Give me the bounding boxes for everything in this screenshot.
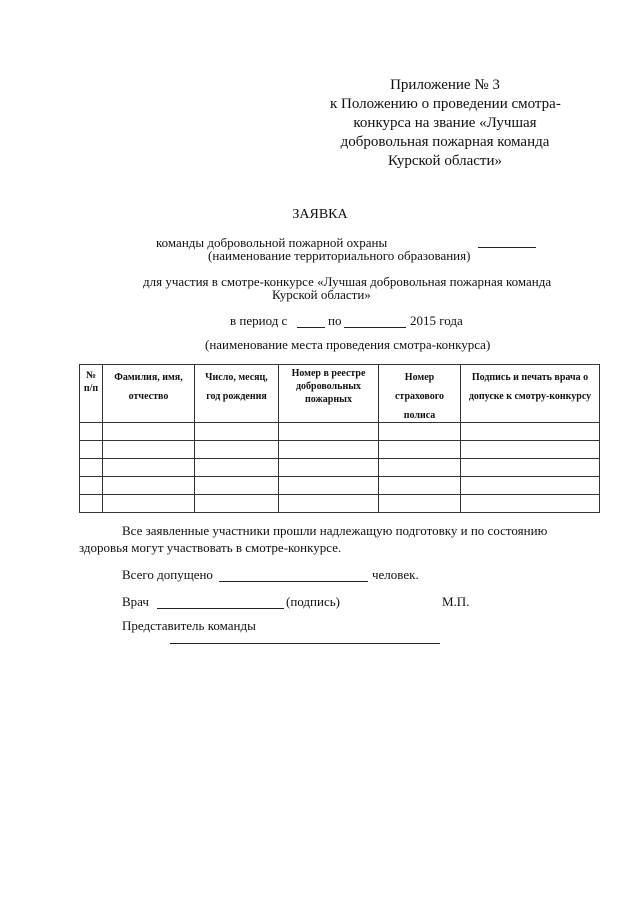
table-row — [80, 423, 600, 441]
period-start-blank[interactable] — [297, 327, 325, 328]
admitted-suffix: человек. — [372, 567, 419, 582]
doctor-signature-blank[interactable] — [157, 608, 284, 609]
signature-hint: (подпись) — [286, 594, 340, 609]
period-suffix: 2015 года — [410, 313, 463, 328]
statement-line-2: здоровья могут участвовать в смотре-конкурсе. — [79, 540, 342, 555]
annex-line-2: к Положению о проведении смотра- — [330, 96, 561, 112]
admitted-count-blank[interactable] — [219, 581, 368, 582]
table-cell[interactable] — [195, 441, 279, 459]
period-prefix: в период с — [230, 313, 288, 328]
table-cell[interactable] — [80, 459, 103, 477]
table-cell[interactable] — [379, 459, 461, 477]
table-cell[interactable] — [80, 423, 103, 441]
purpose-line-2: Курской области» — [272, 287, 371, 302]
table-cell[interactable] — [279, 477, 379, 495]
table-row — [80, 477, 600, 495]
table-row — [80, 495, 600, 513]
table-cell[interactable] — [379, 423, 461, 441]
table-cell[interactable] — [103, 441, 195, 459]
table-cell[interactable] — [195, 495, 279, 513]
table-cell[interactable] — [379, 477, 461, 495]
annex-number: Приложение № 3 — [390, 77, 500, 93]
table-cell[interactable] — [279, 495, 379, 513]
table-cell[interactable] — [80, 441, 103, 459]
doctor-label: Врач — [122, 594, 149, 609]
team-name-blank[interactable] — [478, 247, 536, 248]
annex-line-5: Курской области» — [388, 153, 502, 169]
table-cell[interactable] — [195, 423, 279, 441]
team-hint: (наименование территориального образования) — [208, 248, 471, 263]
team-line: команды добровольной пожарной охраны — [156, 235, 388, 250]
table-row — [80, 459, 600, 477]
table-cell[interactable] — [103, 423, 195, 441]
admitted-prefix: Всего допущено — [122, 567, 213, 582]
purpose-line-1: для участия в смотре-конкурсе «Лучшая добровольная пожарная команда — [143, 274, 552, 289]
header-birth-date: Число, месяц, год рождения — [195, 365, 279, 423]
table-cell[interactable] — [461, 495, 600, 513]
table-cell[interactable] — [103, 477, 195, 495]
participants-table — [79, 364, 600, 513]
table-cell[interactable] — [80, 477, 103, 495]
header-number: № п/п — [80, 365, 103, 423]
header-registry-number: Номер в реестре добровольных пожарных — [279, 365, 379, 423]
period-middle: по — [328, 313, 342, 328]
representative-label: Представитель команды — [122, 618, 256, 633]
header-insurance-policy: Номер страхового полиса — [379, 365, 461, 423]
table-cell[interactable] — [379, 495, 461, 513]
table-cell[interactable] — [279, 423, 379, 441]
header-full-name: Фамилия, имя, отчество — [103, 365, 195, 423]
table-cell[interactable] — [461, 459, 600, 477]
stamp-label: М.П. — [442, 594, 470, 609]
period-end-blank[interactable] — [344, 327, 406, 328]
annex-line-4: добровольная пожарная команда — [340, 134, 550, 150]
table-cell[interactable] — [103, 459, 195, 477]
venue-hint: (наименование места проведения смотра-конкурса) — [205, 337, 491, 352]
table-cell[interactable] — [379, 441, 461, 459]
table-cell[interactable] — [461, 423, 600, 441]
table-header-row — [80, 365, 600, 423]
annex-block — [330, 76, 560, 171]
table-cell[interactable] — [279, 441, 379, 459]
statement-line-1: Все заявленные участники прошли надлежащую подготовку и по состоянию — [122, 523, 548, 538]
representative-blank[interactable] — [170, 643, 440, 644]
table-cell[interactable] — [195, 459, 279, 477]
table-cell[interactable] — [461, 477, 600, 495]
document-title: ЗАЯВКА — [292, 207, 348, 222]
header-doctor-signature: Подпись и печать врача о допуске к смотру-конкурсу — [461, 365, 600, 423]
table-cell[interactable] — [195, 477, 279, 495]
annex-line-3: конкурса на звание «Лучшая — [353, 115, 537, 131]
table-cell[interactable] — [279, 459, 379, 477]
table-cell[interactable] — [80, 495, 103, 513]
table-row — [80, 441, 600, 459]
table-cell[interactable] — [461, 441, 600, 459]
table-cell[interactable] — [103, 495, 195, 513]
